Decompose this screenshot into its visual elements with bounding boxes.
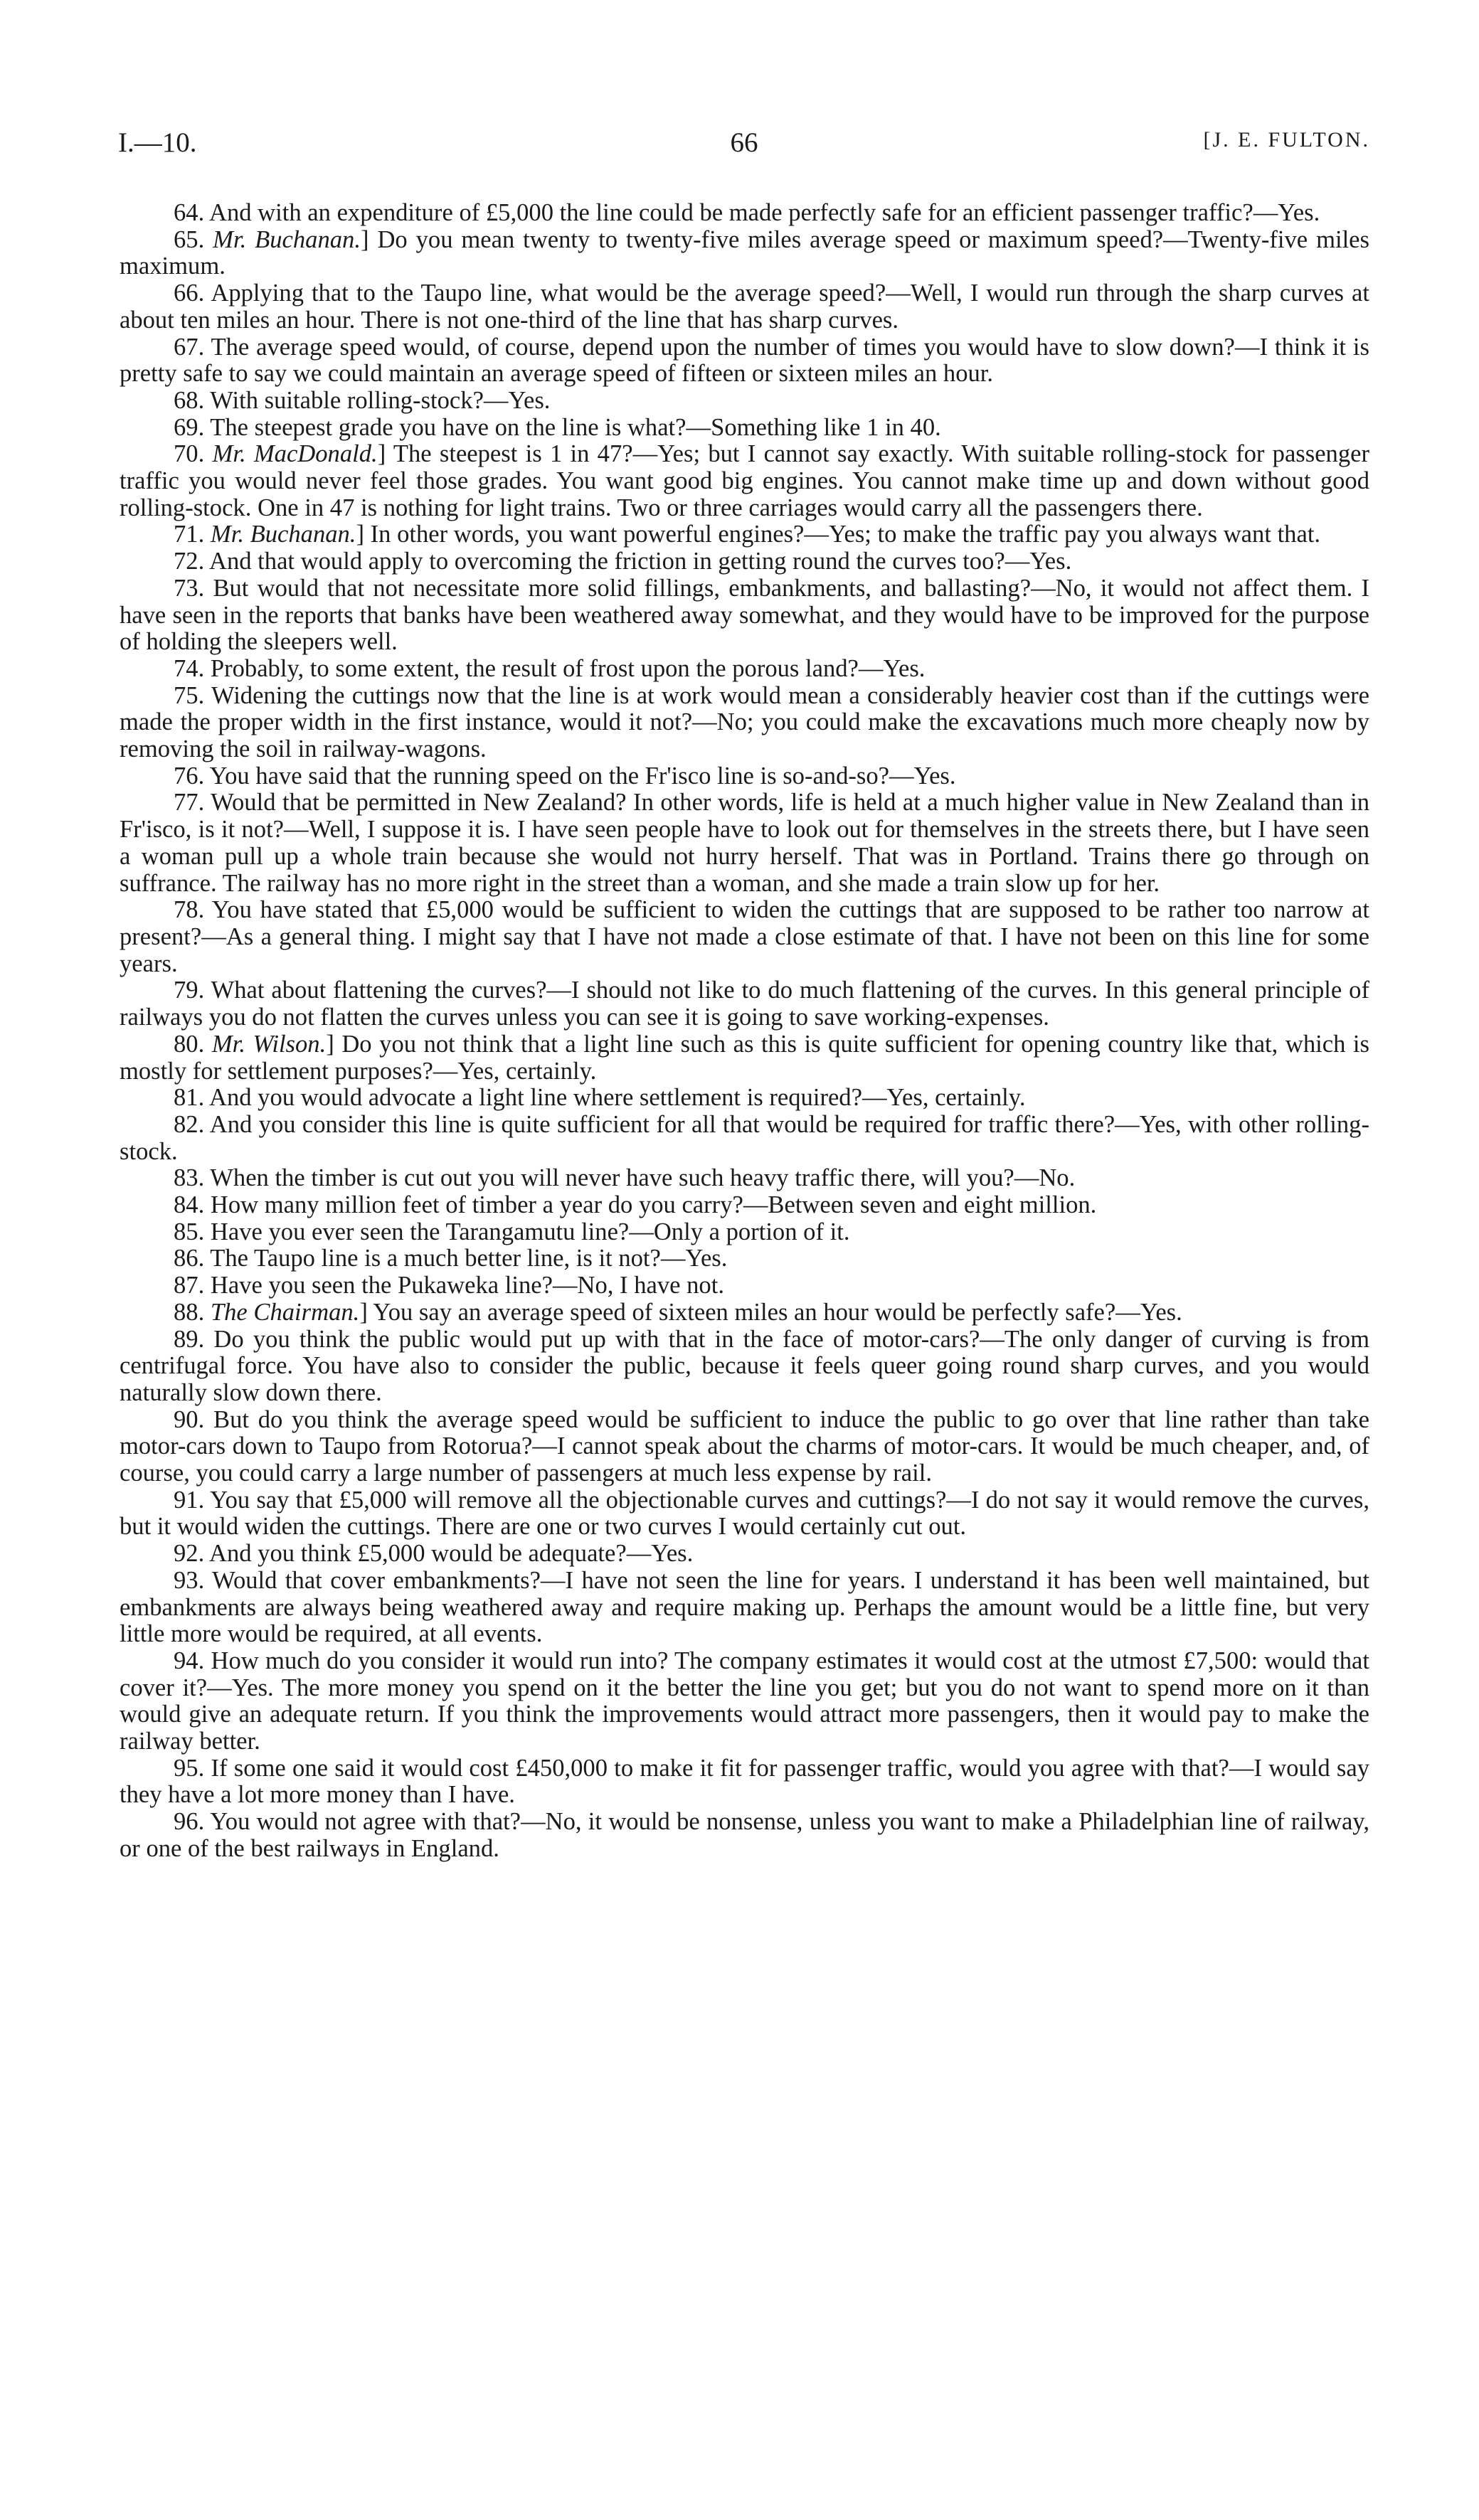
paragraph-text: The Taupo line is a much better line, is it not?—Yes. [210, 1245, 728, 1272]
question-number: 64. [174, 199, 205, 226]
paragraph-text: Do you mean twenty to twenty-five miles average speed or maximum speed?—Twenty-five miles maximum. [120, 225, 1369, 280]
question-number: 92. [174, 1540, 205, 1568]
paragraph-text: Would that cover embankments?—I have not seen the line for years. I understand it has been well maintained, but embankments are always being weathered away and require making up. Perhaps the amount would be a little fine, but very little more would be required, at all events. [120, 1566, 1369, 1648]
paragraph-text: What about flattening the curves?—I should not like to do much flattening of the curves. In this general principle of railways you do not flatten the curves unless you can see it is going to save working-expenses. [120, 977, 1369, 1031]
question-number: 85. [174, 1218, 205, 1245]
paragraph-text: When the timber is cut out you will never have such heavy traffic there, will you?—No. [210, 1164, 1076, 1192]
paragraph-text: You have stated that £5,000 would be sufficient to widen the cuttings that are supposed to be rather too narrow at present?—As a general thing. I might say that I have not made a close estimate of that. I have not been on this line for some years. [120, 896, 1369, 977]
question-number: 82. [174, 1110, 205, 1138]
paragraph-text: Have you ever seen the Tarangamutu line?—Only a portion of it. [210, 1218, 850, 1245]
testimony-paragraph [120, 1487, 1369, 1541]
testimony-paragraph [120, 1085, 1369, 1112]
testimony-paragraph [120, 575, 1369, 656]
testimony-paragraph [120, 1219, 1369, 1246]
paragraph-text: And you would advocate a light line where settlement is required?—Yes, certainly. [208, 1084, 1026, 1112]
page-number: 66 [730, 127, 758, 158]
speaker-name: The Chairman. [210, 1298, 360, 1326]
question-number: 95. [174, 1754, 205, 1782]
question-number: 67. [174, 333, 205, 361]
paragraph-text: In other words, you want powerful engines?—Yes; to make the traffic pay you always want that. [370, 521, 1321, 548]
testimony-paragraph [120, 334, 1369, 388]
paragraph-text: You say that £5,000 will remove all the objectionable curves and cuttings?—I do not say it would remove the curves, but it would widen the cuttings. There are one or two curves I would certainly cut out. [120, 1486, 1369, 1541]
paragraph-text: Widening the cuttings now that the line is at work would mean a considerably heavier cost than if the cuttings were made the proper width in the first instance, would it not?—No; you could make the excavations much more cheaply now by removing the soil in railway-wagons. [120, 681, 1369, 763]
paragraph-text: If some one said it would cost £450,000 to make it fit for passenger traffic, would you agree with that?—I would say they have a lot more money than I have. [120, 1754, 1369, 1809]
question-number: 77. [174, 789, 205, 817]
question-number: 81. [174, 1084, 205, 1112]
paper-reference: I.—10. [118, 127, 197, 158]
testimony-paragraph [120, 1568, 1369, 1648]
question-number: 66. [174, 280, 205, 307]
paragraph-text: The steepest is 1 in 47?—Yes; but I cannot say exactly. With suitable rolling-stock for passenger traffic you would never feel those grades. You want good big engines. You cannot make time up and down without good rolling-stock. One in 47 is nothing for light trains. Two or three carriages would carry all the passengers there. [120, 440, 1370, 521]
testimony-body [120, 200, 1369, 1863]
question-number: 76. [174, 762, 205, 790]
testimony-paragraph [120, 1245, 1369, 1272]
question-number: 87. [174, 1272, 205, 1299]
testimony-paragraph [120, 1272, 1369, 1299]
question-number: 83. [174, 1164, 205, 1192]
paragraph-text: You have said that the running speed on the Fr'isco line is so-and-so?—Yes. [209, 762, 956, 790]
question-number: 68. [174, 386, 205, 414]
paragraph-text: And that would apply to overcoming the friction in getting round the curves too?—Yes. [208, 548, 1072, 575]
speaker-name: Mr. Buchanan. [213, 225, 361, 253]
question-number: 71. [174, 521, 205, 548]
paragraph-text: With suitable rolling-stock?—Yes. [210, 386, 551, 414]
question-number: 89. [174, 1325, 205, 1353]
testimony-paragraph [120, 1192, 1369, 1219]
question-number: 70. [174, 440, 205, 468]
question-number: 80. [174, 1030, 205, 1058]
testimony-paragraph [120, 1407, 1369, 1487]
question-number: 79. [174, 977, 205, 1004]
question-number: 75. [174, 681, 205, 709]
testimony-paragraph [120, 1809, 1369, 1862]
testimony-paragraph [120, 763, 1369, 790]
speaker-name: Mr. Wilson. [211, 1030, 327, 1058]
question-number: 88. [174, 1298, 205, 1326]
question-number: 90. [174, 1405, 205, 1433]
question-number: 78. [174, 896, 205, 924]
testimony-paragraph: 80. Mr. Wilson.] Do you not think that a light line such as this is quite sufficient for opening country like that, which is mostly for settlement purposes?—Yes, certainly. [120, 1030, 1369, 1085]
testimony-paragraph: 88. The Chairman.] You say an average speed of sixteen miles an hour would be perfectly safe?—Yes. [174, 1298, 1182, 1326]
paragraph-text: Have you seen the Pukaweka line?—No, I have not. [210, 1272, 724, 1299]
paragraph-text: Do you think the public would put up with that in the face of motor-cars?—The only danger of curving is from centrifugal force. You have also to consider the public, because it feels queer going round sharp curves, and you would naturally slow down there. [120, 1325, 1369, 1406]
question-number: 94. [174, 1647, 205, 1674]
question-number: 96. [174, 1808, 205, 1836]
testimony-paragraph [120, 1541, 1369, 1568]
speaker-name: Mr. MacDonald. [212, 440, 378, 468]
testimony-paragraph [120, 1755, 1369, 1809]
question-number: 93. [174, 1566, 205, 1594]
paragraph-text: And you consider this line is quite sufficient for all that would be required for traffic there?—Yes, with other rolling-stock. [120, 1110, 1369, 1165]
paragraph-text: How many million feet of timber a year do you carry?—Between seven and eight million. [210, 1191, 1097, 1219]
testimony-paragraph [120, 548, 1369, 575]
testimony-paragraph [120, 656, 1369, 683]
testimony-paragraph [120, 388, 1369, 415]
question-number: 69. [174, 413, 205, 441]
paragraph-text: How much do you consider it would run into? The company estimates it would cost at the utmost £7,500: would that cover it?—Yes. The more money you spend on it the better the line you get; but you do not want to spend more on it than would give an adequate return. If you think the improvements would attract more passengers, then it would pay to make the railway better. [120, 1647, 1369, 1755]
testimony-paragraph [120, 897, 1369, 977]
testimony-paragraph [120, 200, 1369, 227]
testimony-paragraph [120, 1327, 1369, 1407]
speaker-name: Mr. Buchanan. [210, 521, 356, 548]
question-number: 65. [174, 225, 205, 253]
paragraph-text: And you think £5,000 would be adequate?—Yes. [208, 1540, 694, 1568]
paragraph-text: The steepest grade you have on the line is what?—Something like 1 in 40. [210, 413, 941, 441]
paragraph-text: But would that not necessitate more solid fillings, embankments, and ballasting?—No, it would not affect them. I have seen in the reports that banks have been weathered away somewhat, and they would have to be improved for the purpose of holding the sleepers well. [120, 574, 1369, 656]
testimony-paragraph [120, 415, 1369, 442]
testimony-paragraph [120, 977, 1369, 1031]
question-number: 74. [174, 654, 205, 682]
paragraph-text: Probably, to some extent, the result of frost upon the porous land?—Yes. [210, 654, 926, 682]
paragraph-text: But do you think the average speed would be sufficient to induce the public to go over that line rather than take motor-cars down to Taupo from Rotorua?—I cannot speak about the charms of motor-cars. It would be much cheaper, and, of course, you could carry a large number of passengers at much less expense by rail. [120, 1405, 1369, 1487]
paragraph-text: Would that be permitted in New Zealand? In other words, life is held at a much higher value in New Zealand than in Fr'isco, is it not?—Well, I suppose it is. I have seen people have to look out for themselves in the streets there, but I have seen a woman pull up a whole train because she would not hurry herself. That was in Portland. Trains there go through on suffrance. The railway has no more right in the street than a woman, and she made a train slow up for her. [120, 789, 1369, 897]
question-number: 91. [174, 1486, 205, 1514]
paragraph-text: You say an average speed of sixteen miles an hour would be perfectly safe?—Yes. [373, 1298, 1182, 1326]
paragraph-text: You would not agree with that?—No, it would be nonsense, unless you want to make a Philadelphian line of railway, or one of the best railways in England. [120, 1808, 1369, 1862]
question-number: 86. [174, 1245, 205, 1272]
testimony-paragraph [120, 280, 1369, 334]
testimony-paragraph [120, 790, 1369, 897]
witness-name: [J. E. FULTON. [1203, 128, 1370, 151]
testimony-paragraph: 71. Mr. Buchanan.] In other words, you want powerful engines?—Yes; to make the traffic pay you always want that. [174, 521, 1321, 548]
testimony-paragraph [120, 1165, 1369, 1192]
testimony-paragraph [120, 1112, 1369, 1165]
testimony-paragraph [120, 1648, 1369, 1755]
question-number: 84. [174, 1191, 205, 1219]
question-number: 73. [174, 574, 205, 602]
paragraph-text: Applying that to the Taupo line, what would be the average speed?—Well, I would run through the sharp curves at about ten miles an hour. There is not one-third of the line that has sharp curves. [120, 280, 1369, 334]
question-number: 72. [174, 548, 205, 575]
paragraph-text: The average speed would, of course, depend upon the number of times you would have to slow down?—I think it is pretty safe to say we could maintain an average speed of fifteen or sixteen miles an hour. [120, 333, 1369, 388]
paragraph-text: Do you not think that a light line such as this is quite sufficient for opening country like that, which is mostly for settlement purposes?—Yes, certainly. [120, 1030, 1369, 1085]
testimony-paragraph: 65. Mr. Buchanan.] Do you mean twenty to twenty-five miles average speed or maximum speed?—Twenty-five miles maximum. [120, 225, 1369, 280]
testimony-paragraph [120, 683, 1369, 763]
testimony-paragraph: 70. Mr. MacDonald.] The steepest is 1 in 47?—Yes; but I cannot say exactly. With suitable rolling-stock for passenger traffic you would never feel those grades. You want good big engines. You cannot make time up and down without good rolling-stock. One in 47 is nothing for light trains. Two or three carriages would carry all the passengers there. [120, 440, 1370, 521]
paragraph-text: And with an expenditure of £5,000 the line could be made perfectly safe for an efficient passenger traffic?—Yes. [208, 199, 1320, 226]
page-header [118, 127, 1370, 169]
